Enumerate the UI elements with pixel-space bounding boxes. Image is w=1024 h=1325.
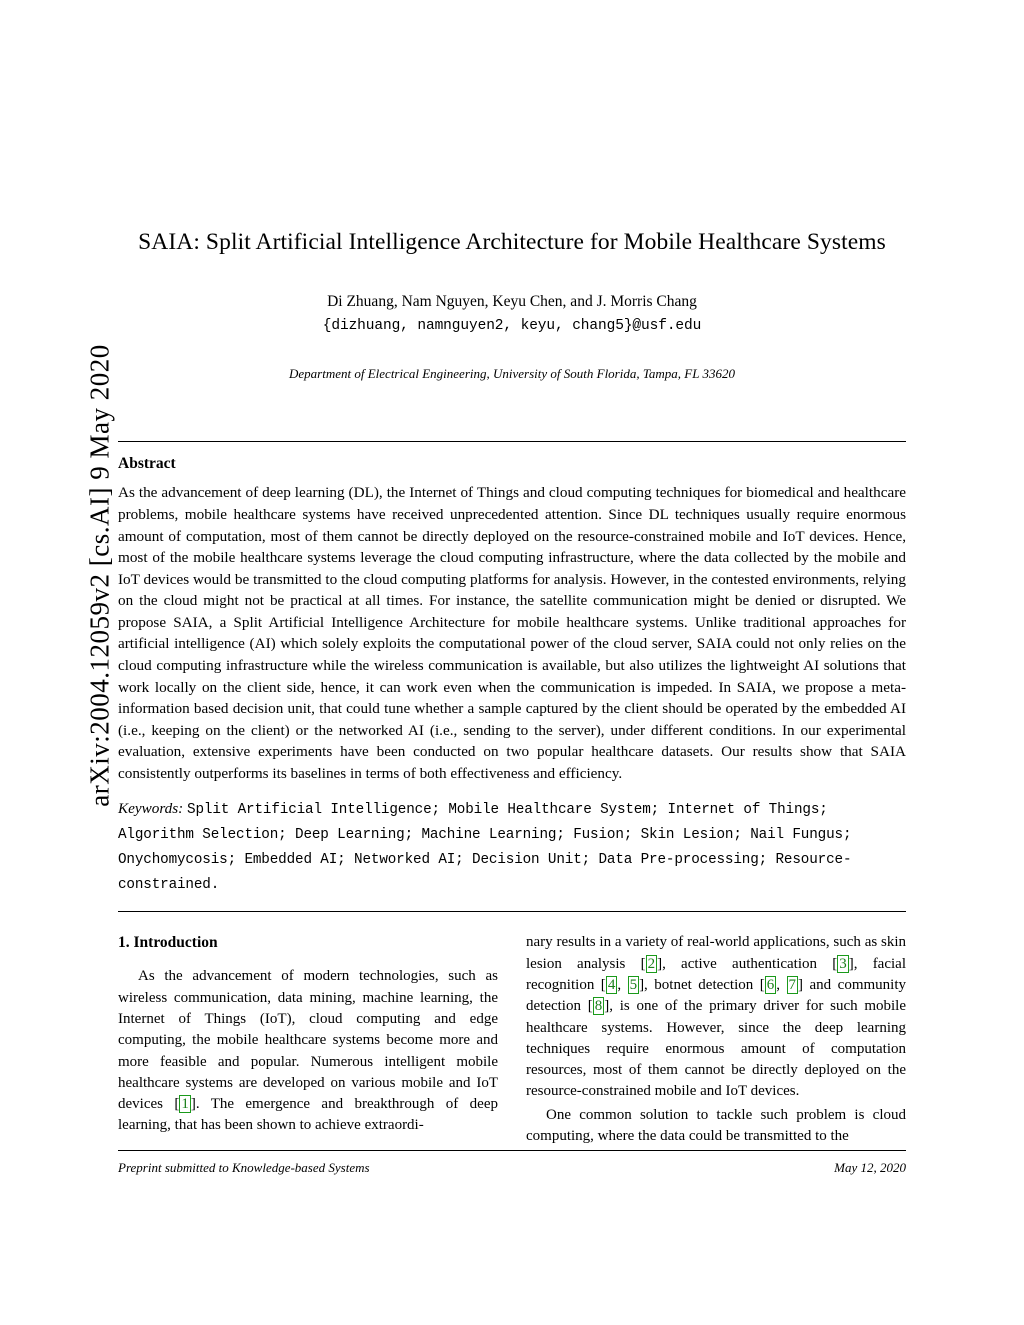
paragraph-text-cont: ] and community detection [ [526,976,906,1015]
paragraph [526,932,906,1102]
keywords-list: Split Artificial Intelligence; Mobile Healthcare System; Internet of Things; Algorithm Selection; Deep Learning; Machine Learning; Fusion; Skin Lesion; Nail Fungus; Onychomycosis; Embedded AI; Networked AI; Decision Unit; Data Pre-processing; Resource-constrained. [118,802,852,893]
abstract-text: As the advancement of deep learning (DL), the Internet of Things and cloud computing techniques for biomedical and healthcare problems, mobile healthcare systems have received unprecedented attention. Since DL techniques usually require enormous amount of computation, most of them cannot be directly deployed on the resource-constrained mobile and IoT devices. Hence, most of the mobile healthcare systems leverage the cloud computing infrastructure, where the data collected by the mobile and IoT devices would be transmitted to the cloud computing platforms for analysis. However, in the contested environments, relying on the cloud might not be practical at all times. For instance, the satellite communication might be denied or disrupted. We propose SAIA, a Split Artificial Intelligence Architecture for mobile healthcare systems. Unlike traditional approaches for artificial intelligence (AI) which solely exploits the computational power of the cloud server, SAIA could not only relies on the cloud computing infrastructure while the wireless communication is available, but also utilizes the lightweight AI solutions that work locally on the client side, hence, it can work even when the communication is impeded. In SAIA, we propose a meta-information based decision unit, that could tune whether a sample captured by the client should be operated by the embedded AI (i.e., keeping on the client) or the networked AI (i.e., sending to the server), under different conditions. In our experimental evaluation, extensive experiments have been conducted on two popular healthcare datasets. Our results show that SAIA consistently outperforms its baselines in terms of both effectiveness and efficiency. [118,484,906,782]
arxiv-identifier-stamp: arXiv:2004.12059v2 [cs.AI] 9 May 2020 [84,344,115,807]
footer-left-text: Preprint submitted to Knowledge-based Systems [118,1160,370,1175]
paragraph-text-cont: ], botnet detection [ [639,976,765,993]
paragraph-text-cont: ], facial recognition [ [526,955,906,993]
paragraph-text: nary results in a variety of real-world applications, such as skin lesion analysis [ [526,934,906,972]
abstract-top-divider [118,441,906,442]
citation-separator: , [617,976,628,993]
column-right [526,932,906,1147]
column-left [118,932,498,1147]
citation-link-3[interactable]: 3 [839,955,847,972]
footer-right-date: May 12, 2020 [834,1160,906,1175]
affiliation: Department of Electrical Engineering, University of South Florida, Tampa, FL 33620 [289,366,735,382]
body-columns [118,932,906,1147]
citation-link-2[interactable]: 2 [647,955,656,972]
citation-link-8[interactable]: 8 [594,998,603,1015]
citation-link-6[interactable]: 6 [766,976,775,993]
paragraph [118,966,498,1136]
keywords-bottom-divider [118,911,906,912]
page-footer [118,1160,906,1176]
paragraph-text: As the advancement of modern technologies, such as wireless communication, data mining, machine learning, the Internet of Things (IoT), cloud computing and edge computing, the mobile healthcare systems become more and more feasible and popular. Numerous intelligent mobile healthcare systems are developed on various mobile and IoT devices [ [118,968,498,1113]
author-list: Di Zhuang, Nam Nguyen, Keyu Chen, and J. Morris Chang [327,293,697,311]
citation-link-1[interactable]: 1 [181,1096,189,1113]
paper-page [118,0,906,1325]
footer-divider [118,1150,906,1151]
paragraph-text-cont: ], active authentication [ [657,955,838,972]
citation-separator: , [776,976,787,993]
abstract-heading: Abstract [118,455,176,473]
citation-link-5[interactable]: 5 [629,976,638,993]
section-heading-introduction: 1. Introduction [118,934,218,952]
citation-link-4[interactable]: 4 [607,976,616,993]
author-emails: {dizhuang, namnguyen2, keyu, chang5}@usf.edu [322,318,702,335]
citation-link-7[interactable]: 7 [788,976,797,993]
paragraph-text-cont: ], is one of the primary driver for such mobile healthcare systems. However, since the deep learning techniques require enormous amount of computation resources, most of them cannot be directly deployed on the resource-constrained mobile and IoT devices. [526,998,906,1100]
paragraph-text-cont: ]. The emergence and breakthrough of deep learning, that has been shown to achieve extraordi- [118,1096,498,1134]
keywords-label: Keywords: [118,800,184,818]
paragraph: One common solution to tackle such problem is cloud computing, where the data could be transmitted to the [526,1106,906,1145]
page-title: SAIA: Split Artificial Intelligence Architecture for Mobile Healthcare Systems [138,229,886,255]
keywords-block [118,797,906,896]
